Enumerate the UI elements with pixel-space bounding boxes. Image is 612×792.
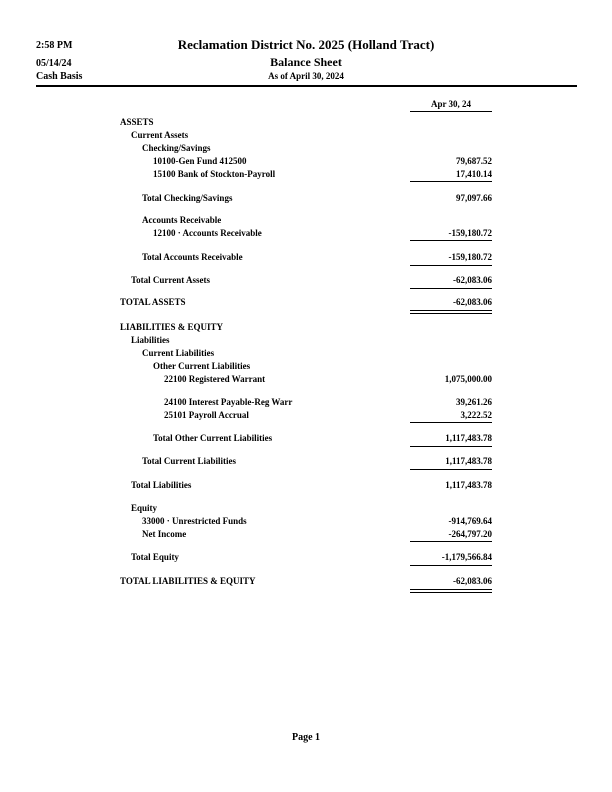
- row-amount: -62,083.06: [453, 275, 492, 285]
- row-total-current-liabilities: [0, 456, 612, 468]
- subtotal-rule: [410, 469, 492, 470]
- row-amount: 3,222.52: [460, 410, 492, 420]
- row-amount: -62,083.06: [453, 576, 492, 586]
- row-amount: -159,180.72: [448, 228, 492, 238]
- row-label: Checking/Savings: [142, 143, 211, 153]
- subtotal-rule: [410, 541, 492, 542]
- report-as-of: As of April 30, 2024: [268, 71, 344, 81]
- row-label: ASSETS: [120, 117, 154, 127]
- row-label: 12100 · Accounts Receivable: [153, 228, 262, 238]
- subtotal-rule: [410, 422, 492, 423]
- row-assets: [0, 117, 612, 129]
- row-accounts-receivable: [0, 215, 612, 227]
- row-liabilities: [0, 335, 612, 347]
- report-title: Balance Sheet: [270, 55, 342, 69]
- column-header: Apr 30, 24: [430, 99, 472, 109]
- row-bank-stockton: [0, 169, 612, 181]
- row-unrestricted-funds: [0, 516, 612, 528]
- row-amount: 79,687.52: [456, 156, 492, 166]
- header-rule: [36, 85, 577, 87]
- row-label: 15100 Bank of Stockton-Payroll: [153, 169, 276, 179]
- total-double-rule: [410, 310, 492, 314]
- row-current-liabilities: [0, 348, 612, 360]
- subtotal-rule: [410, 265, 492, 266]
- row-label: Total Current Liabilities: [142, 456, 237, 466]
- row-total-assets: [0, 297, 612, 309]
- row-amount: 1,117,483.78: [445, 456, 492, 466]
- row-registered-warrant: [0, 374, 612, 386]
- row-equity: [0, 503, 612, 515]
- row-label: Total Accounts Receivable: [142, 252, 243, 262]
- row-amount: 17,410.14: [456, 169, 492, 179]
- row-amount: 97,097.66: [456, 193, 492, 203]
- row-payroll-accrual: [0, 410, 612, 422]
- row-label: Current Assets: [131, 130, 189, 140]
- row-amount: 1,117,483.78: [445, 433, 492, 443]
- row-label: Total Current Assets: [131, 275, 211, 285]
- row-12100-receivable: [0, 228, 612, 240]
- row-amount: -914,769.64: [448, 516, 492, 526]
- row-amount: 1,117,483.78: [445, 480, 492, 490]
- row-current-assets: [0, 130, 612, 142]
- row-total-equity: [0, 552, 612, 564]
- company-name: Reclamation District No. 2025 (Holland Tract): [177, 37, 435, 52]
- subtotal-rule: [410, 565, 492, 566]
- row-interest-payable: [0, 397, 612, 409]
- row-total-liabilities: [0, 480, 612, 492]
- row-label: Net Income: [142, 529, 187, 539]
- row-checking-savings: [0, 143, 612, 155]
- subtotal-rule: [410, 446, 492, 447]
- page-number: Page 1: [291, 732, 321, 743]
- row-total-current-assets: [0, 275, 612, 287]
- row-label: Total Checking/Savings: [142, 193, 233, 203]
- row-label: 22100 Registered Warrant: [164, 374, 266, 384]
- row-amount: 39,261.26: [456, 397, 492, 407]
- report-time: 2:58 PM: [36, 40, 73, 51]
- row-label: 33000 · Unrestricted Funds: [142, 516, 247, 526]
- row-label: Equity: [131, 503, 158, 513]
- row-amount: -1,179,566.84: [441, 552, 492, 562]
- row-total-checking: [0, 193, 612, 205]
- row-label: Total Liabilities: [131, 480, 192, 490]
- row-label: TOTAL LIABILITIES & EQUITY: [120, 576, 256, 586]
- row-label: 25101 Payroll Accrual: [164, 410, 249, 420]
- row-label: 10100-Gen Fund 412500: [153, 156, 247, 166]
- row-label: TOTAL ASSETS: [120, 297, 186, 307]
- row-total-receivable: [0, 252, 612, 264]
- row-label: Total Equity: [131, 552, 179, 562]
- report-date: 05/14/24: [36, 58, 72, 69]
- row-other-current-liabilities: [0, 361, 612, 373]
- row-amount: 1,075,000.00: [444, 374, 492, 384]
- row-amount: -159,180.72: [448, 252, 492, 262]
- row-gen-fund: [0, 156, 612, 168]
- total-double-rule: [410, 589, 492, 593]
- row-amount: -264,797.20: [448, 529, 492, 539]
- row-label: Liabilities: [131, 335, 170, 345]
- subtotal-rule: [410, 240, 492, 241]
- row-label: Total Other Current Liabilities: [153, 433, 273, 443]
- row-net-income: [0, 529, 612, 541]
- subtotal-rule: [410, 181, 492, 182]
- row-label: 24100 Interest Payable-Reg Warr: [164, 397, 293, 407]
- row-label: Other Current Liabilities: [153, 361, 251, 371]
- row-amount: -62,083.06: [453, 297, 492, 307]
- row-label: Accounts Receivable: [142, 215, 222, 225]
- row-total-other-current-liabilities: [0, 433, 612, 445]
- report-basis: Cash Basis: [36, 71, 83, 82]
- row-label: LIABILITIES & EQUITY: [120, 322, 224, 332]
- column-header-rule: [410, 111, 492, 112]
- row-total-liabilities-equity: [0, 576, 612, 588]
- subtotal-rule: [410, 288, 492, 289]
- row-label: Current Liabilities: [142, 348, 215, 358]
- row-liabilities-equity: [0, 322, 612, 334]
